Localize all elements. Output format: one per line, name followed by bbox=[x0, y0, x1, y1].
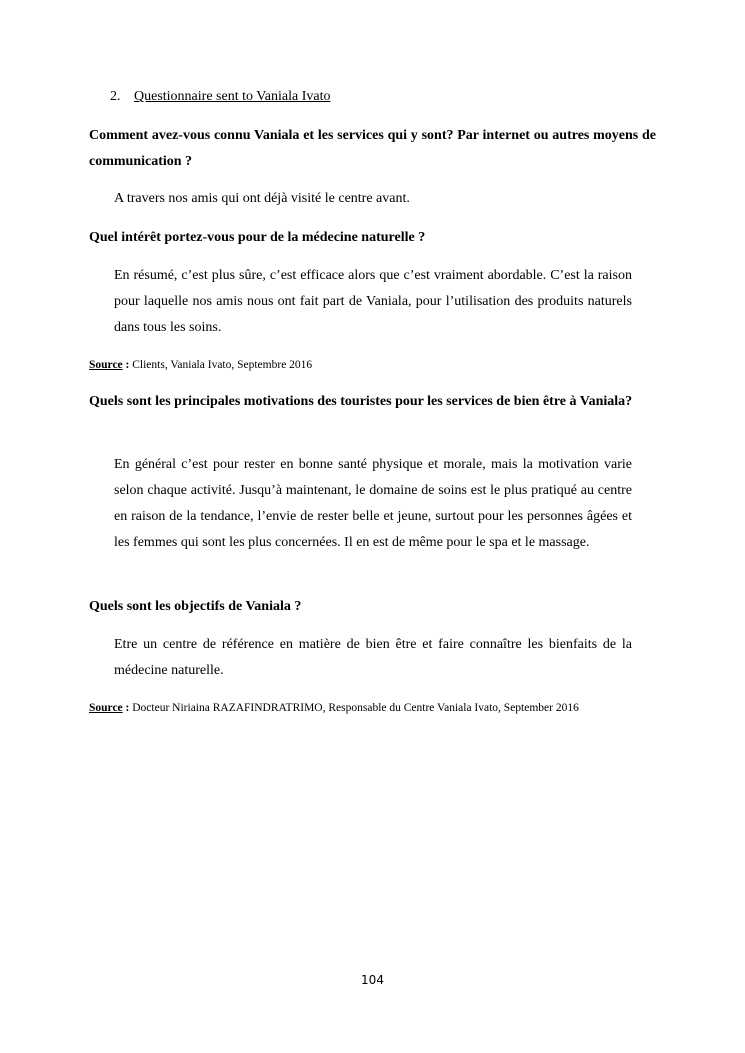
source-text: Docteur Niriaina RAZAFINDRATRIMO, Responsable du Centre Vaniala Ivato, September 2016 bbox=[129, 702, 579, 714]
answer-1: A travers nos amis qui ont déjà visité le centre avant. bbox=[114, 191, 410, 206]
answer-2: En résumé, c’est plus sûre, c’est efficace alors que c’est vraiment abordable. C’est la raison pour laquelle nos amis nous ont fait part de Vaniala, pour l’utilisation des produits naturels dans tous les soins. bbox=[114, 268, 632, 335]
source-label: Source bbox=[89, 702, 123, 714]
answer-4: Etre un centre de référence en matière de bien être et faire connaître les bienfaits de la médecine naturelle. bbox=[114, 637, 632, 678]
source-label: Source bbox=[89, 359, 123, 371]
page-number: 104 bbox=[361, 973, 384, 987]
source-colon: : bbox=[122, 359, 130, 371]
section-number: 2. bbox=[110, 89, 121, 104]
question-3: Quels sont les principales motivations des touristes pour les services de bien être à Vaniala? bbox=[89, 394, 633, 409]
source-note-2 bbox=[89, 700, 579, 716]
question-1: Comment avez-vous connu Vaniala et les services qui y sont? Par internet ou autres moyens de communication ? bbox=[89, 128, 656, 169]
question-2: Quel intérêt portez-vous pour de la médecine naturelle ? bbox=[89, 230, 426, 245]
section-heading bbox=[110, 88, 330, 106]
answer-3: En général c’est pour rester en bonne santé physique et morale, mais la motivation varie selon chaque activité. Jusqu’à maintenant, le domaine de soins est le plus pratiqué au centre en raison de la tendance, l’envie de rester belle et jeune, surtout pour les personnes âgées et les femmes qui sont les plus concernées. Il en est de même pour le spa et le massage. bbox=[114, 457, 632, 550]
section-title: Questionnaire sent to Vaniala Ivato bbox=[134, 89, 331, 104]
source-note-1 bbox=[89, 357, 312, 373]
question-4: Quels sont les objectifs de Vaniala ? bbox=[89, 599, 302, 614]
source-colon: : bbox=[122, 702, 130, 714]
source-text: Clients, Vaniala Ivato, Septembre 2016 bbox=[129, 359, 313, 371]
